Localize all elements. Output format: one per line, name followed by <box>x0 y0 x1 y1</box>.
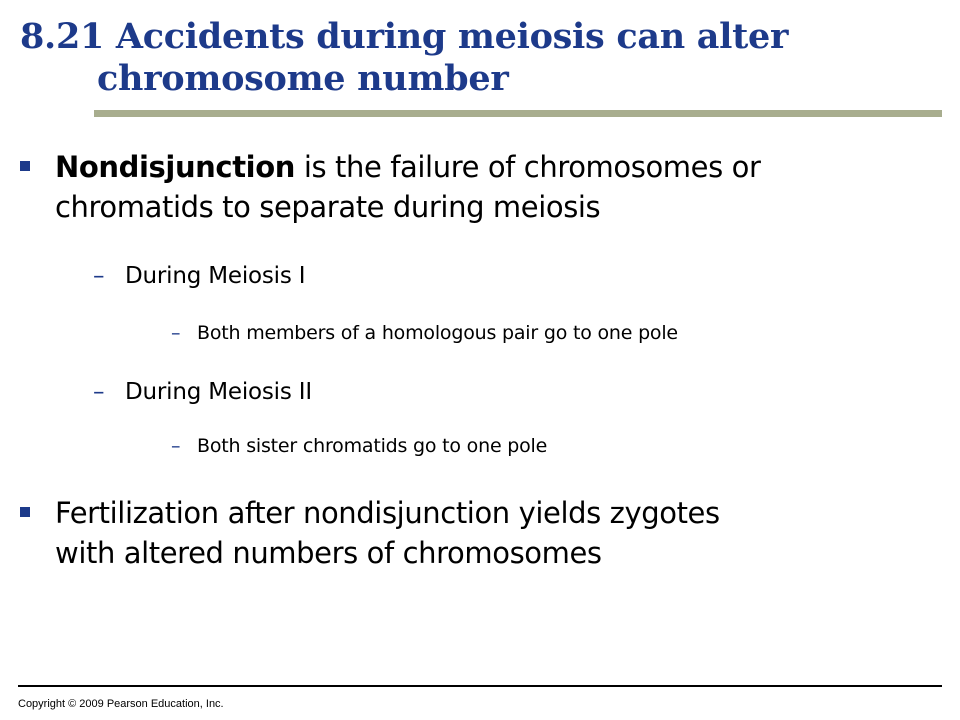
square-bullet-icon <box>20 507 30 517</box>
dash-bullet: – <box>93 263 105 289</box>
slide-title-line-1: 8.21 Accidents during meiosis can alter <box>20 16 789 57</box>
bullet-line-1: Fertilization after nondisjunction yields zygotes <box>55 496 720 530</box>
square-bullet-icon <box>20 161 30 171</box>
bold-term: Nondisjunction <box>55 150 295 184</box>
sub-item-text: During Meiosis II <box>125 379 312 405</box>
sub-item-text: Both members of a homologous pair go to one pole <box>197 322 678 344</box>
copyright-footer: Copyright © 2009 Pearson Education, Inc. <box>18 698 224 710</box>
title-divider <box>94 110 942 117</box>
dash-bullet: – <box>171 435 181 457</box>
bullet-nondisjunction <box>55 147 760 227</box>
slide-title-line-2: chromosome number <box>97 58 509 99</box>
sub-sub-item-homologous-pair <box>171 321 678 345</box>
bullet-line-2: with altered numbers of chromosomes <box>55 536 602 570</box>
bullet-text: is the failure of chromosomes or <box>295 150 761 184</box>
bullet-line-2: chromatids to separate during meiosis <box>55 190 601 224</box>
sub-sub-item-sister-chromatids <box>171 434 548 458</box>
dash-bullet: – <box>171 322 181 344</box>
sub-item-meiosis-2 <box>93 378 312 406</box>
sub-item-text: Both sister chromatids go to one pole <box>197 435 548 457</box>
dash-bullet: – <box>93 379 105 405</box>
slide-title <box>20 16 920 100</box>
bullet-fertilization <box>55 493 720 573</box>
sub-item-meiosis-1 <box>93 262 306 290</box>
footer-divider <box>18 685 942 687</box>
sub-item-text: During Meiosis I <box>125 263 306 289</box>
bullet-line-1 <box>55 147 760 187</box>
